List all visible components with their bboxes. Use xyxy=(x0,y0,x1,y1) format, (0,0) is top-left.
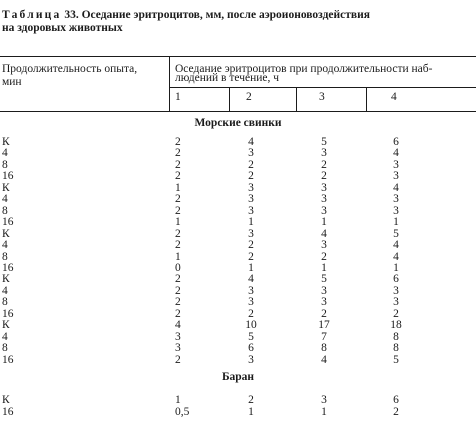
col3-value: 3 xyxy=(321,296,327,309)
header-duration-line2: мин xyxy=(2,76,22,88)
col1-value: 2 xyxy=(175,193,181,206)
row-label: 16 xyxy=(2,353,14,366)
table-row xyxy=(0,309,476,320)
col1-value: 4 xyxy=(175,319,181,332)
col3-value: 5 xyxy=(321,273,327,286)
col-header-3: 3 xyxy=(319,91,325,103)
table-top-rule xyxy=(0,56,476,57)
col1-value: 2 xyxy=(175,284,181,297)
col3-value: 2 xyxy=(321,307,327,320)
row-label: 8 xyxy=(2,296,8,309)
col3-value: 2 xyxy=(321,250,327,263)
col4-value: 3 xyxy=(393,284,399,297)
col3-value: 2 xyxy=(321,170,327,183)
col2-value: 2 xyxy=(248,170,254,183)
col1-value: 2 xyxy=(175,239,181,252)
col3-value: 2 xyxy=(321,158,327,171)
header-sedimentation-line2: людений в течение, ч xyxy=(175,72,280,84)
col3-value: 7 xyxy=(321,330,327,343)
header-duration-label xyxy=(2,63,137,89)
table-row xyxy=(0,240,476,251)
col2-value: 3 xyxy=(248,181,254,194)
col3-value: 3 xyxy=(321,239,327,252)
col2-value: 4 xyxy=(248,136,254,148)
col1-value: 2 xyxy=(175,158,181,171)
row-label: 16 xyxy=(2,170,14,183)
table-row xyxy=(0,297,476,308)
row-label: 16 xyxy=(2,405,14,418)
col4-value: 6 xyxy=(393,394,399,406)
col-divider-2 xyxy=(296,87,297,112)
col3-value: 4 xyxy=(321,227,327,240)
col2-value: 2 xyxy=(248,307,254,320)
section-title-sheep: Баран xyxy=(221,371,255,383)
col2-value: 3 xyxy=(248,353,254,366)
col1-value: 3 xyxy=(175,342,181,355)
table-row xyxy=(0,274,476,285)
table-row xyxy=(0,171,476,182)
col2-value: 2 xyxy=(248,239,254,252)
col4-value: 3 xyxy=(393,158,399,171)
row-label: 4 xyxy=(2,239,8,252)
col2-value: 1 xyxy=(248,405,254,418)
row-label: 16 xyxy=(2,261,14,274)
col1-value: 3 xyxy=(175,330,181,343)
col1-value: 2 xyxy=(175,204,181,217)
table-row xyxy=(0,332,476,343)
row-label: К xyxy=(2,319,10,332)
col-header-4: 4 xyxy=(391,91,397,103)
table-row xyxy=(0,355,476,366)
col2-value: 4 xyxy=(248,273,254,286)
table-row xyxy=(0,407,476,418)
col3-value: 1 xyxy=(321,216,327,229)
col4-value: 4 xyxy=(393,147,399,160)
col1-value: 2 xyxy=(175,227,181,240)
col-divider-1 xyxy=(229,87,230,112)
header-divider xyxy=(169,56,170,112)
row-label: 4 xyxy=(2,147,8,160)
col3-value: 5 xyxy=(321,136,327,148)
table-title xyxy=(2,9,370,22)
col2-value: 3 xyxy=(248,296,254,309)
row-label: 8 xyxy=(2,342,8,355)
col4-value: 3 xyxy=(393,170,399,183)
col2-value: 3 xyxy=(248,227,254,240)
col2-value: 5 xyxy=(248,330,254,343)
col1-value: 0,5 xyxy=(175,405,190,418)
col3-value: 1 xyxy=(321,261,327,274)
col4-value: 4 xyxy=(393,239,399,252)
col1-value: 2 xyxy=(175,136,181,148)
row-label: 4 xyxy=(2,330,8,343)
col3-value: 3 xyxy=(321,204,327,217)
col4-value: 6 xyxy=(393,273,399,286)
table-row xyxy=(0,206,476,217)
col1-value: 1 xyxy=(175,250,181,263)
col3-value: 1 xyxy=(321,405,327,418)
col4-value: 5 xyxy=(393,227,399,240)
row-label: 16 xyxy=(2,216,14,229)
col2-value: 3 xyxy=(248,147,254,160)
table-row xyxy=(0,160,476,171)
table-row xyxy=(0,229,476,240)
row-label: 8 xyxy=(2,204,8,217)
table-row xyxy=(0,137,476,148)
row-label: 4 xyxy=(2,284,8,297)
table-row xyxy=(0,194,476,205)
col4-value: 8 xyxy=(393,342,399,355)
col4-value: 3 xyxy=(393,193,399,206)
row-label: К xyxy=(2,273,10,286)
table-row xyxy=(0,183,476,194)
section-title-guinea-pigs: Морские свинки xyxy=(194,117,282,129)
col1-value: 2 xyxy=(175,353,181,366)
col3-value: 8 xyxy=(321,342,327,355)
col1-value: 2 xyxy=(175,170,181,183)
col2-value: 2 xyxy=(248,394,254,406)
col3-value: 3 xyxy=(321,181,327,194)
table-row xyxy=(0,320,476,331)
col3-value: 3 xyxy=(321,394,327,406)
row-label: К xyxy=(2,181,10,194)
table-row xyxy=(0,252,476,263)
col1-value: 1 xyxy=(175,394,181,406)
col-divider-3 xyxy=(366,87,367,112)
col4-value: 2 xyxy=(393,405,399,418)
col4-value: 1 xyxy=(393,261,399,274)
col3-value: 3 xyxy=(321,147,327,160)
col2-value: 10 xyxy=(245,319,257,332)
table-row xyxy=(0,395,476,406)
col3-value: 3 xyxy=(321,284,327,297)
col4-value: 18 xyxy=(390,319,402,332)
row-label: К xyxy=(2,394,10,406)
col1-value: 0 xyxy=(175,261,181,274)
col3-value: 3 xyxy=(321,193,327,206)
col1-value: 1 xyxy=(175,181,181,194)
col-header-1: 1 xyxy=(175,91,181,103)
col2-value: 1 xyxy=(248,216,254,229)
col2-value: 1 xyxy=(248,261,254,274)
col3-value: 17 xyxy=(318,319,330,332)
table-title-text: 33. Оседание эритроцитов, мм, после аэроионовоздействия xyxy=(64,9,370,21)
col2-value: 2 xyxy=(248,158,254,171)
row-label: 8 xyxy=(2,158,8,171)
row-label: 8 xyxy=(2,250,8,263)
table-row xyxy=(0,217,476,228)
col4-value: 3 xyxy=(393,296,399,309)
col4-value: 1 xyxy=(393,216,399,229)
col4-value: 8 xyxy=(393,330,399,343)
header-subrule xyxy=(169,87,476,88)
col2-value: 3 xyxy=(248,284,254,297)
col2-value: 3 xyxy=(248,193,254,206)
col4-value: 4 xyxy=(393,181,399,194)
row-label: К xyxy=(2,136,10,148)
col4-value: 2 xyxy=(393,307,399,320)
col3-value: 4 xyxy=(321,353,327,366)
col2-value: 2 xyxy=(248,250,254,263)
col1-value: 2 xyxy=(175,273,181,286)
row-label: К xyxy=(2,227,10,240)
col4-value: 3 xyxy=(393,204,399,217)
row-label: 16 xyxy=(2,307,14,320)
table-row xyxy=(0,148,476,159)
col-header-2: 2 xyxy=(246,91,252,103)
col1-value: 1 xyxy=(175,216,181,229)
table-row xyxy=(0,286,476,297)
table-row xyxy=(0,343,476,354)
table-row xyxy=(0,263,476,274)
table-title-line2: на здоровых животных xyxy=(2,22,123,34)
col2-value: 6 xyxy=(248,342,254,355)
col1-value: 2 xyxy=(175,307,181,320)
col4-value: 5 xyxy=(393,353,399,366)
col1-value: 2 xyxy=(175,147,181,160)
col1-value: 2 xyxy=(175,296,181,309)
header-duration-line1: Продолжительность опыта, xyxy=(2,63,138,75)
col4-value: 4 xyxy=(393,250,399,263)
table-title-prefix: Таблица xyxy=(2,9,62,21)
row-label: 4 xyxy=(2,193,8,206)
col4-value: 6 xyxy=(393,136,399,148)
header-sedimentation-line1: Оседание эритроцитов при продолжительности наб- xyxy=(175,63,433,75)
col2-value: 3 xyxy=(248,204,254,217)
header-bottom-rule xyxy=(0,111,476,112)
